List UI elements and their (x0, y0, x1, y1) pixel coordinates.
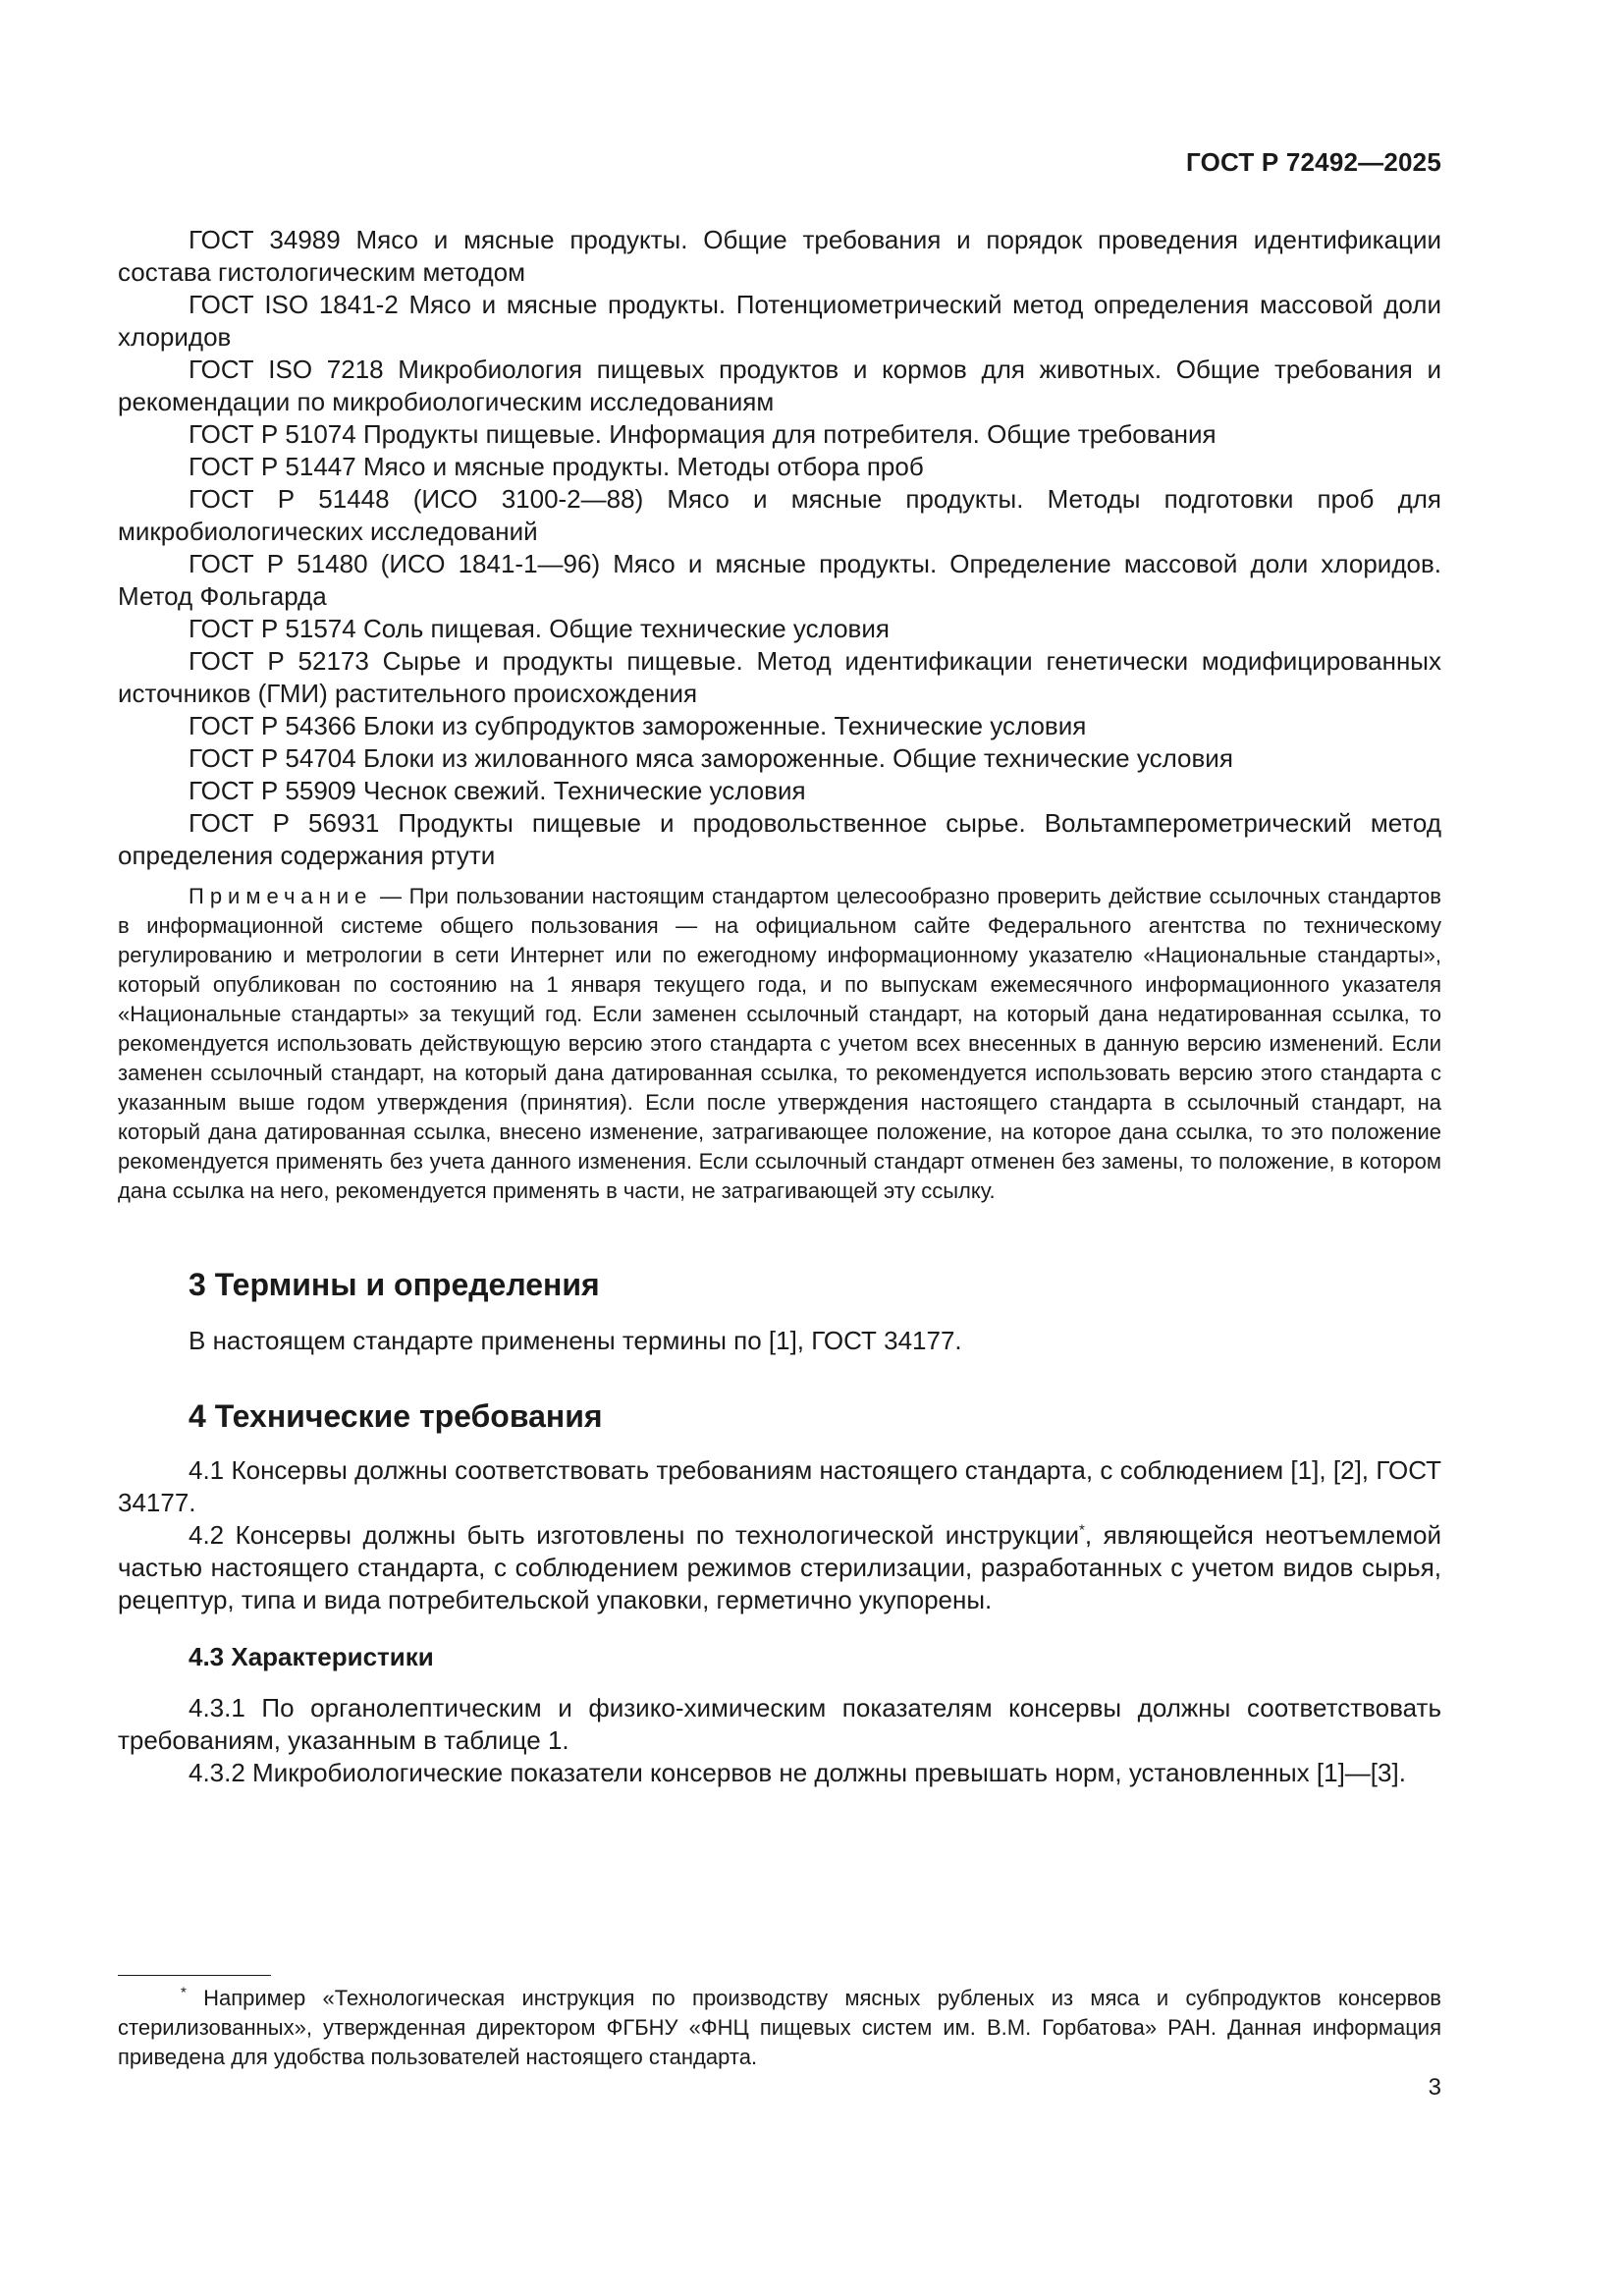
paragraph-4-2-text: 4.2 Консервы должны быть изготовлены по технологической инструкции (189, 1520, 1080, 1550)
page-number: 3 (1428, 2074, 1441, 2101)
references-note (118, 882, 1441, 1206)
section-4-heading: 4 Технические требования (189, 1398, 603, 1434)
reference-item: ГОСТ Р 55909 Чеснок свежий. Технические условия (189, 776, 806, 805)
reference-item: ГОСТ Р 51074 Продукты пищевые. Информация для потребителя. Общие требования (189, 419, 1217, 449)
reference-item: ГОСТ Р 54366 Блоки из субпродуктов замороженные. Технические условия (189, 711, 1087, 740)
paragraph-4-3-1: 4.3.1 По органолептическим и физико-химическим показателям консервы должны соответствовать требованиям, указанным в таблице 1. (118, 1693, 1441, 1755)
paragraph-4-3-2: 4.3.2 Микробиологические показатели консервов не должны превышать норм, установленных [1]—[3]. (189, 1758, 1406, 1787)
reference-item: ГОСТ ISO 1841-2 Мясо и мясные продукты. Потенциометрический метод определения массовой доли хлоридов (118, 290, 1441, 352)
section-3-text: В настоящем стандарте применены термины по [1], ГОСТ 34177. (189, 1326, 962, 1355)
footnote-reference-mark: * (1079, 1521, 1085, 1539)
reference-item: ГОСТ Р 51448 (ИСО 3100-2—88) Мясо и мясные продукты. Методы подготовки проб для микробиологических исследований (118, 484, 1441, 546)
reference-item: ГОСТ ISO 7218 Микробиология пищевых продуктов и кормов для животных. Общие требования и рекомендации по микробиологическим исследованиям (118, 355, 1441, 416)
paragraph-4-1: 4.1 Консервы должны соответствовать требованиям настоящего стандарта, с соблюдением [1], [2], ГОСТ 34177. (118, 1455, 1441, 1517)
note-label: Примечание (189, 884, 373, 908)
footnote (118, 1984, 1441, 2072)
reference-item: ГОСТ Р 56931 Продукты пищевые и продовольственное сырье. Вольтамперометрический метод определения содержания ртути (118, 808, 1441, 870)
reference-item: ГОСТ Р 51574 Соль пищевая. Общие технические условия (189, 614, 890, 643)
reference-item: ГОСТ Р 51480 (ИСО 1841-1—96) Мясо и мясные продукты. Определение массовой доли хлоридов. Метод Фольгарда (118, 549, 1441, 611)
paragraph-4-2 (118, 1519, 1441, 1616)
subsection-4-3-heading: 4.3 Характеристики (189, 1642, 434, 1671)
reference-item: ГОСТ Р 54704 Блоки из жилованного мяса замороженные. Общие технические условия (189, 743, 1233, 773)
footnote-text: Например «Технологическая инструкция по производству мясных рубленых из мяса и субпродуктов консервов стерилизованных», утвержденная директором ФГБНУ «ФНЦ пищевых систем им. В.М. Горбатова» РАН. Данная информация приведена для удобства пользователей настоящего стандарта. (118, 1986, 1441, 2069)
footnote-mark: * (181, 1984, 187, 2001)
references-list (118, 224, 1441, 872)
reference-item: ГОСТ 34989 Мясо и мясные продукты. Общие требования и порядок проведения идентификации состава гистологическим методом (118, 225, 1441, 287)
paragraph-4-2-continuation: , являющейся неотъемлемой частью настоящего стандарта, с соблюдением режимов стерилизации, разработанных с учетом видов сырья, рецептур, типа и вида потребительской упаковки, герметично укупорены. (118, 1520, 1441, 1614)
document-id-header: ГОСТ Р 72492—2025 (1186, 147, 1441, 177)
document-body (118, 224, 1441, 1789)
note-text: — При пользовании настоящим стандартом целесообразно проверить действие ссылочных стандартов в информационной системе общего пользования — на официальном сайте Федерального агентства по техническому регулированию и метрологии в сети Интернет или по ежегодному информационному указателю «Национальные стандарты», который опубликован по состоянию на 1 января текущего года, и по выпускам ежемесячного информационного указателя «Национальные стандарты» за текущий год. Если заменен ссылочный стандарт, на который дана недатированная ссылка, то рекомендуется использовать действующую версию этого стандарта с учетом всех внесенных в данную версию изменений. Если заменен ссылочный стандарт, на который дана датированная ссылка, то рекомендуется использовать версию этого стандарта с указанным выше годом утверждения (принятия). Если после утверждения настоящего стандарта в ссылочный стандарт, на который дана датированная ссылка, внесено изменение, затрагивающее положение, на которое дана ссылка, то это положение рекомендуется применять без учета данного изменения. Если ссылочный стандарт отменен без замены, то положение, в котором дана ссылка на него, рекомендуется применять в части, не затрагивающей эту ссылку. (118, 884, 1441, 1203)
footnote-separator (118, 1975, 271, 1976)
reference-item: ГОСТ Р 52173 Сырье и продукты пищевые. Метод идентификации генетически модифицированных источников (ГМИ) растительного происхождения (118, 646, 1441, 708)
reference-item: ГОСТ Р 51447 Мясо и мясные продукты. Методы отбора проб (189, 452, 924, 481)
section-3-heading: 3 Термины и определения (189, 1267, 600, 1302)
